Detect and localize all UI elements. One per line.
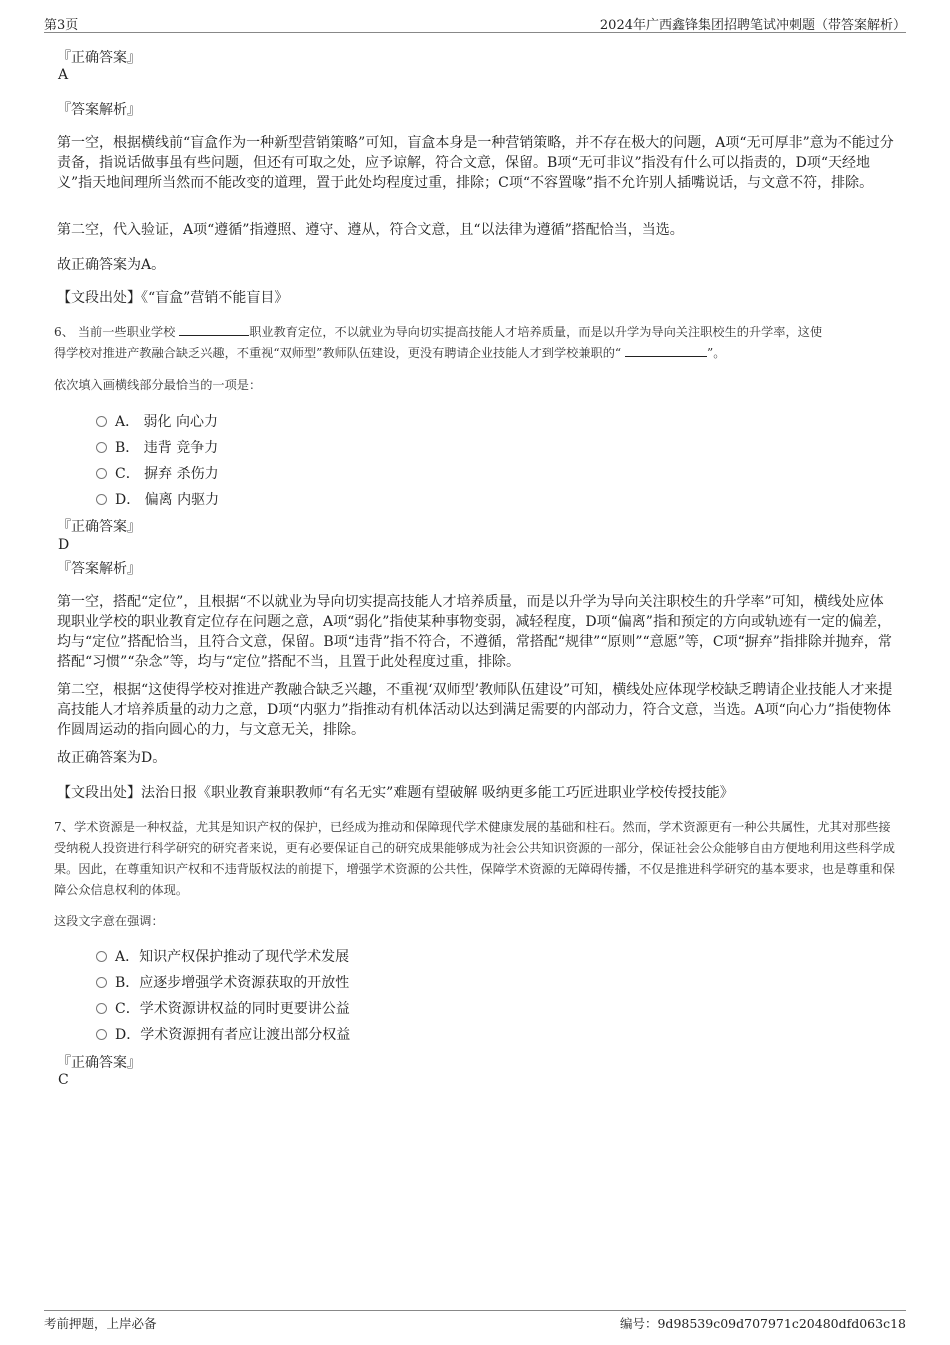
q6-source: 【文段出处】法治日报《职业教育兼职教师“有名无实”难题有望破解 吸纳更多能工巧匠进职业学校传授技能》 — [57, 785, 734, 801]
page-number: 第3页 — [44, 18, 79, 33]
footer-slogan: 考前押题，上岸必备 — [44, 1316, 157, 1331]
q5-analysis-paragraph-2: 第二空，代入验证，A项“遵循”指遵照、遵守、遵从，符合文意，且“以法律为遵循”搭配恰当，当选。 — [57, 222, 684, 238]
q6-answer: D — [58, 537, 70, 553]
q7-option-a[interactable]: A．知识产权保护推动了现代学术发展 — [96, 947, 349, 967]
q6-answer-label: 『正确答案』 — [57, 519, 141, 535]
q6-stem: 6、 当前一些职业学校 职业教育定位，不以就业为导向切实提高技能人才培养质量，而是以升学为导向关注职校生的升学率，这使 得学校对推进产教融合缺乏兴趣，不重视“双师型”教师队伍建设，更没有聘请企业技能人才到学校兼职的“ ”。 — [54, 325, 823, 360]
radio-icon[interactable] — [96, 468, 107, 479]
q7-stem: 7、学术资源是一种权益，尤其是知识产权的保护，已经成为推动和保障现代学术健康发展的基础和柱石。然而，学术资源更有一种公共属性，尤其对那些接受纳税人投资进行科学研究的研究者来说，更有必要保证自己的研究成果能够成为社会公共知识资源的一部分，保证社会公众能够自由方便地利用这些科学成果。因此，在尊重知识产权和不违背版权法的前提下，增强学术资源的公共性，保障学术资源的无障碍传播，不仅是推进科学研究的基本要求，也是尊重和保障公众信息权利的体现。 — [54, 820, 895, 897]
radio-icon[interactable] — [96, 442, 107, 453]
q5-conclusion: 故正确答案为A。 — [57, 257, 166, 273]
blank-2 — [625, 344, 707, 357]
blank-1 — [179, 323, 249, 336]
radio-icon[interactable] — [96, 494, 107, 505]
q5-answer: A — [58, 67, 69, 83]
radio-icon[interactable] — [96, 951, 107, 962]
q7-prompt: 这段文字意在强调： — [54, 914, 164, 928]
document-title: 2024年广西鑫锋集团招聘笔试冲刺题（带答案解析） — [599, 18, 906, 33]
q6-prompt: 依次填入画横线部分最恰当的一项是： — [54, 378, 262, 392]
q7-answer-label: 『正确答案』 — [57, 1055, 141, 1071]
radio-icon[interactable] — [96, 1029, 107, 1040]
q6-analysis-paragraph-2: 第二空，根据“这使得学校对推进产教融合缺乏兴趣，不重视‘双师型’教师队伍建设”可知，横线处应体现学校缺乏聘请企业技能人才来提高技能人才培养质量的动力之意，D项“内驱力”指推动有机体活动以达到满足需要的内部动力，符合文意，当选。A项“向心力”指使物体作圆周运动的指向圆心的力，与文意无关，排除。 — [57, 682, 893, 738]
page-header — [44, 12, 906, 33]
radio-icon[interactable] — [96, 1003, 107, 1014]
q5-analysis-label: 『答案解析』 — [57, 102, 141, 118]
q6-option-c[interactable]: C． 摒弃 杀伤力 — [96, 464, 219, 484]
q7-option-c[interactable]: C．学术资源讲权益的同时更要讲公益 — [96, 999, 350, 1019]
q5-source: 【文段出处】《“盲盒”营销不能盲目》 — [57, 290, 289, 306]
q6-option-b[interactable]: B． 违背 竞争力 — [96, 438, 218, 458]
q6-conclusion: 故正确答案为D。 — [57, 750, 167, 766]
document-id: 编号：9d98539c09d707971c20480dfd063c18 — [619, 1316, 906, 1331]
q7-option-d[interactable]: D．学术资源拥有者应让渡出部分权益 — [96, 1025, 350, 1045]
q7-option-b[interactable]: B．应逐步增强学术资源获取的开放性 — [96, 973, 349, 993]
q6-option-a[interactable]: A． 弱化 向心力 — [96, 412, 218, 432]
q5-answer-label: 『正确答案』 — [57, 50, 141, 66]
q5-analysis-paragraph-1: 第一空，根据横线前“盲盒作为一种新型营销策略”可知，盲盒本身是一种营销策略，并不存在极大的问题，A项“无可厚非”意为不能过分责备，指说话做事虽有些问题，但还有可取之处，应予谅解，符合文意，保留。B项“无可非议”指没有什么可以指责的，D项“天经地义”指天地间理所当然而不能改变的道理，置于此处均程度过重，排除；C项“不容置喙”指不允许别人插嘴说话，与文意不符，排除。 — [57, 135, 894, 191]
q6-option-d[interactable]: D． 偏离 内驱力 — [96, 490, 219, 510]
radio-icon[interactable] — [96, 416, 107, 427]
q6-analysis-label: 『答案解析』 — [57, 561, 141, 577]
q6-analysis-paragraph-1: 第一空，搭配“定位”，且根据“不以就业为导向切实提高技能人才培养质量，而是以升学为导向关注职校生的升学率”可知，横线处应体现职业学校的职业教育定位存在问题之意，A项“弱化”指使某种事物变弱，减轻程度，D项“偏离”指和预定的方向或轨迹有一定的偏差，均与“定位”搭配恰当，且符合文意，保留。B项“违背”指不符合，不遵循，常搭配“规律”“原则”“意愿”等，C项“摒弃”指排除并抛弃，常搭配“习惯”“杂念”等，均与“定位”搭配不当，且置于此处程度过重，排除。 — [57, 594, 892, 670]
q7-answer: C — [58, 1072, 69, 1088]
radio-icon[interactable] — [96, 977, 107, 988]
page-footer — [44, 1310, 906, 1331]
